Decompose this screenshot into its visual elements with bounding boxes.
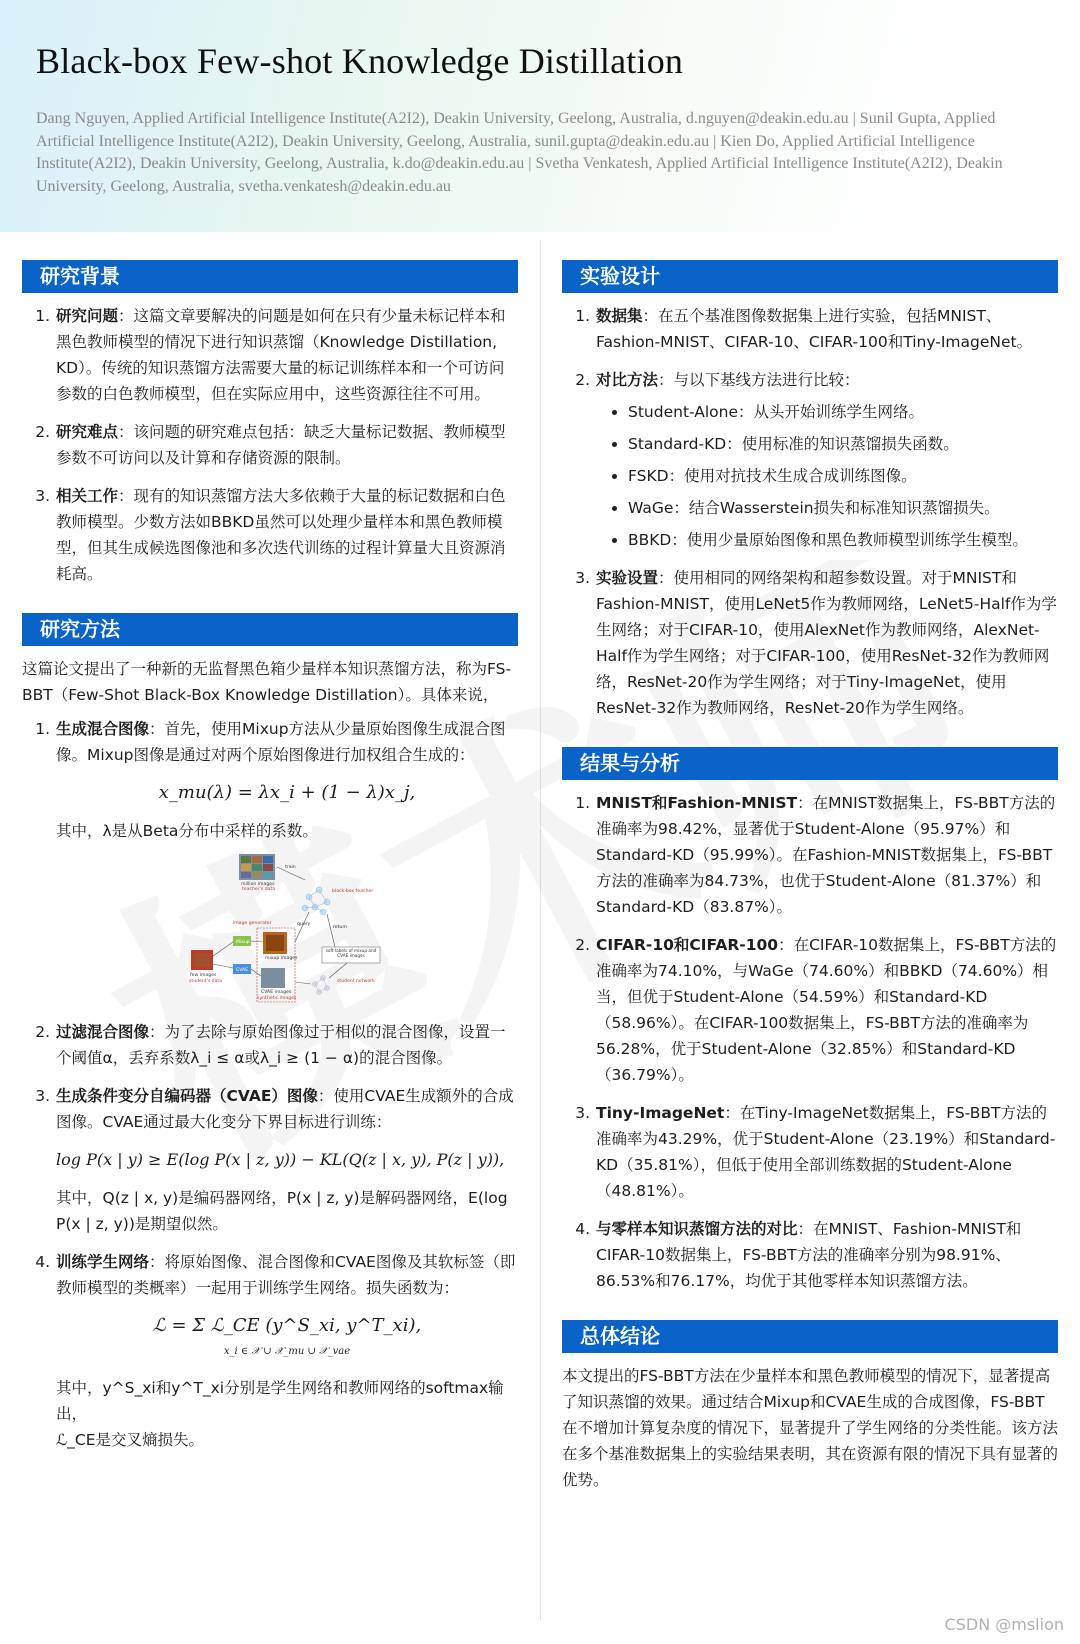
loss-note: 其中，y^S_xi和y^T_xi分别是学生网络和教师网络的softmax输出， ℒ_CE是交叉熵损失。 (56, 1379, 504, 1449)
right-column (562, 260, 1058, 1501)
baseline-item: • FSKD：使用对抗技术生成合成训练图像。 (628, 463, 1058, 489)
loss-formula: ℒ = Σ ℒ_CE (y^S_xi, y^T_xi), (152, 1315, 422, 1336)
method-list (22, 716, 518, 1453)
method-intro: 这篇论文提出了一种新的无监督黑色箱少量样本知识蒸馏方法，称为FS-BBT（Few-Shot Black-Box Knowledge Distillation）。具体来说， (22, 660, 512, 704)
mixup-note: 其中，λ是从Beta分布中采样的系数。 (56, 822, 318, 840)
label-train: train (285, 865, 296, 870)
label-cvae-images: CVAE images (261, 990, 292, 995)
results-list (562, 790, 1058, 1294)
background-item: 3. 相关工作：现有的知识蒸馏方法大多依赖于大量的标记数据和白色教师模型。少数方法如BBKD虽然可以处理少量样本和黑色教师模型，但其生成候选图像池和多次迭代训练的过程计算量大且资源消耗高。 (55, 483, 518, 587)
baseline-item: • WaGe：结合Wasserstein损失和标准知识蒸馏损失。 (628, 495, 1058, 521)
section-heading-conclusion: 总体结论 (562, 1320, 1058, 1353)
method-item: 1. 生成混合图像：首先，使用Mixup方法从少量原始图像生成混合图像。Mixup图像是通过对两个原始图像进行加权组合生成的： x_mu(λ) = λx_i + (1 − λ)x_j, 其中，λ是从Beta分布中采样的系数。 million images teacher's data train black-box teacher image generator Mixup CVAE few images student's data mixup images CVAE images synthetic images query return soft-labels of mixup and CVAE images student network (55, 716, 518, 1007)
conclusion-text: 本文提出的FS-BBT方法在少量样本和黑色教师模型的情况下，显著提高了知识蒸馏的效果。通过结合Mixup和CVAE生成的合成图像，FS-BBT在不增加计算复杂度的情况下，显著提升了学生网络的分类性能。该方法在多个基准数据集上的实验结果表明，其在资源有限的情况下具有显著的优势。 (562, 1367, 1059, 1489)
label-teachers-data: teacher's data (242, 887, 276, 892)
baseline-list (596, 399, 1058, 553)
experiment-item: 1. 数据集：在五个基准图像数据集上进行实验，包括MNIST、Fashion-MNIST、CIFAR-10、CIFAR-100和Tiny-ImageNet。 (595, 303, 1058, 355)
label-black-box-teacher: black-box teacher (332, 889, 374, 894)
label-query: query (297, 922, 311, 927)
section-heading-experiment: 实验设计 (562, 260, 1058, 293)
poster-header (0, 0, 1080, 232)
result-item: 2. CIFAR-10和CIFAR-100：在CIFAR-10数据集上，FS-BBT方法的准确率为74.10%，与WaGe（74.60%）和BBKD（74.60%）相当，但优于Student-Alone（54.59%）和Standard-KD（58.96%）。在CIFAR-100数据集上，FS-BBT方法的准确率为56.28%，优于Student-Alone（32.85%）和Standard-KD（36.79%）。 (595, 932, 1058, 1088)
label-million-images: million images (241, 882, 275, 887)
source-tag: CSDN @mslion (944, 1615, 1064, 1634)
experiment-item: 3. 实验设置：使用相同的网络架构和超参数设置。对于MNIST和Fashion-MNIST，使用LeNet5作为教师网络，LeNet5-Half作为学生网络；对于CIFAR-10，使用AlexNet作为教师网络，AlexNet-Half作为学生网络；对于CIFAR-100，使用ResNet-32作为教师网络，ResNet-20作为学生网络；对于Tiny-ImageNet，使用ResNet-32作为教师网络，ResNet-20作为学生网络。 (595, 565, 1058, 721)
experiment-list (562, 303, 1058, 721)
label-student-network: student network (337, 979, 375, 984)
section-heading-background: 研究背景 (22, 260, 518, 293)
left-column (22, 260, 518, 1465)
label-image-generator: image generator (233, 921, 272, 926)
cvae-note: 其中，Q(z | x, y)是编码器网络，P(x | z, y)是解码器网络，E(log P(x | z, y))是期望似然。 (56, 1189, 508, 1233)
student-network-icon (313, 976, 330, 995)
result-item: 1. MNIST和Fashion-MNIST：在MNIST数据集上，FS-BBT方法的准确率为98.42%，显著优于Student-Alone（95.97%）和Standard-KD（95.99%）。在Fashion-MNIST数据集上，FS-BBT方法的准确率为84.73%，也优于Student-Alone（81.37%）和Standard-KD（83.87%）。 (595, 790, 1058, 920)
label-students-data: student's data (189, 979, 223, 984)
method-item: 3. 生成条件变分自编码器（CVAE）图像：使用CVAE生成额外的合成图像。CVAE通过最大化变分下界目标进行训练： log P(x | y) ≥ E(log P(x | z, y)) − KL(Q(z | x, y), P(z | y)), 其中，Q(z | x, y)是编码器网络，P(x | z, y)是解码器网络，E(log P(x | z, y))是期望似然。 (55, 1083, 518, 1237)
author-list: Dang Nguyen, Applied Artificial Intelligence Institute(A2I2), Deakin University, Geelong, Australia, d.nguyen@deakin.edu.au | Sunil Gupta, Applied Artificial Intelligence Institute(A2I2), Deakin University, Geelong, Australia, sunil.gupta@deakin.edu.au | Kien Do, Applied Artificial Intelligence Institute(A2I2), Deakin University, Geelong, Australia, k.do@deakin.edu.au | Svetha Venkatesh, Applied Artificial Intelligence Institute(A2I2), Deakin University, Geelong, Australia, svetha.venkatesh@deakin.edu.au (36, 110, 1003, 195)
label-soft-labels: soft-labels of mixup and CVAE images (325, 948, 377, 958)
cvae-images (261, 968, 285, 988)
method-item: 4. 训练学生网络：将原始图像、混合图像和CVAE图像及其软标签（即教师模型的类概率）一起用于训练学生网络。损失函数为： ℒ = Σ ℒ_CE (y^S_xi, y^T_xi), x_i ∈ 𝒳 ∪ 𝒳_mu ∪ 𝒳_vae 其中，y^S_xi和y^T_xi分别是学生网络和教师网络的softmax输出， ℒ_CE是交叉熵损失。 (55, 1249, 518, 1453)
method-figure (187, 852, 387, 1007)
result-item: 4. 与零样本知识蒸馏方法的对比：在MNIST、Fashion-MNIST和CIFAR-10数据集上，FS-BBT方法的准确率分别为98.91%、86.53%和76.17%，均优于其他零样本知识蒸馏方法。 (595, 1216, 1058, 1294)
label-mixup: Mixup (236, 940, 250, 945)
label-synthetic-images: synthetic images (257, 996, 297, 1001)
baseline-item: • Student-Alone：从头开始训练学生网络。 (628, 399, 1058, 425)
method-item: 2. 过滤混合图像：为了去除与原始图像过于相似的混合图像，设置一个阈值α，丢弃系数λ_i ≤ α或λ_i ≥ (1 − α)的混合图像。 (55, 1019, 518, 1071)
label-cvae: CVAE (236, 968, 249, 973)
label-few-images: few images (190, 973, 217, 978)
background-list (22, 303, 518, 587)
section-heading-results: 结果与分析 (562, 747, 1058, 780)
label-return: return (333, 925, 348, 930)
cvae-formula: log P(x | y) ≥ E(log P(x | z, y)) − KL(Q(z | x, y), P(z | y)), (56, 1150, 505, 1169)
experiment-item: 2. 对比方法：与以下基线方法进行比较： • Student-Alone：从头开始训练学生网络。 • Standard-KD：使用标准的知识蒸馏损失函数。 • FSKD：使用对抗技术生成合成训练图像。 • WaGe：结合Wasserstein损失和标准知识蒸馏损失。 • BBKD：使用少量原始图像和黑色教师模型训练学生模型。 (595, 367, 1058, 553)
baseline-item: • Standard-KD：使用标准的知识蒸馏损失函数。 (628, 431, 1058, 457)
baseline-item: • BBKD：使用少量原始图像和黑色教师模型训练学生模型。 (628, 527, 1058, 553)
poster-title: Black-box Few-shot Knowledge Distillation (36, 41, 684, 81)
result-item: 3. Tiny-ImageNet：在Tiny-ImageNet数据集上，FS-BBT方法的准确率为43.29%，优于Student-Alone（23.19%）和Standard-KD（35.81%），但低于使用全部训练数据的Student-Alone（48.81%）。 (595, 1100, 1058, 1204)
mixup-formula: x_mu(λ) = λx_i + (1 − λ)x_j, (158, 782, 416, 803)
teacher-network-icon (302, 887, 330, 915)
background-item: 1. 研究问题：这篇文章要解决的问题是如何在只有少量未标记样本和黑色教师模型的情况下进行知识蒸馏（Knowledge Distillation, KD）。传统的知识蒸馏方法需要大量的标记训练样本和一个可访问参数的白色教师模型，但在实际应用中，这些资源往往不可用。 (55, 303, 518, 407)
section-heading-method: 研究方法 (22, 613, 518, 646)
background-item: 2. 研究难点：该问题的研究难点包括：缺乏大量标记数据、教师模型参数不可访问以及计算和存储资源的限制。 (55, 419, 518, 471)
loss-formula-subscript: x_i ∈ 𝒳 ∪ 𝒳_mu ∪ 𝒳_vae (223, 1346, 351, 1357)
label-mixup-images: mixup images (265, 956, 298, 961)
column-divider (540, 240, 541, 1620)
